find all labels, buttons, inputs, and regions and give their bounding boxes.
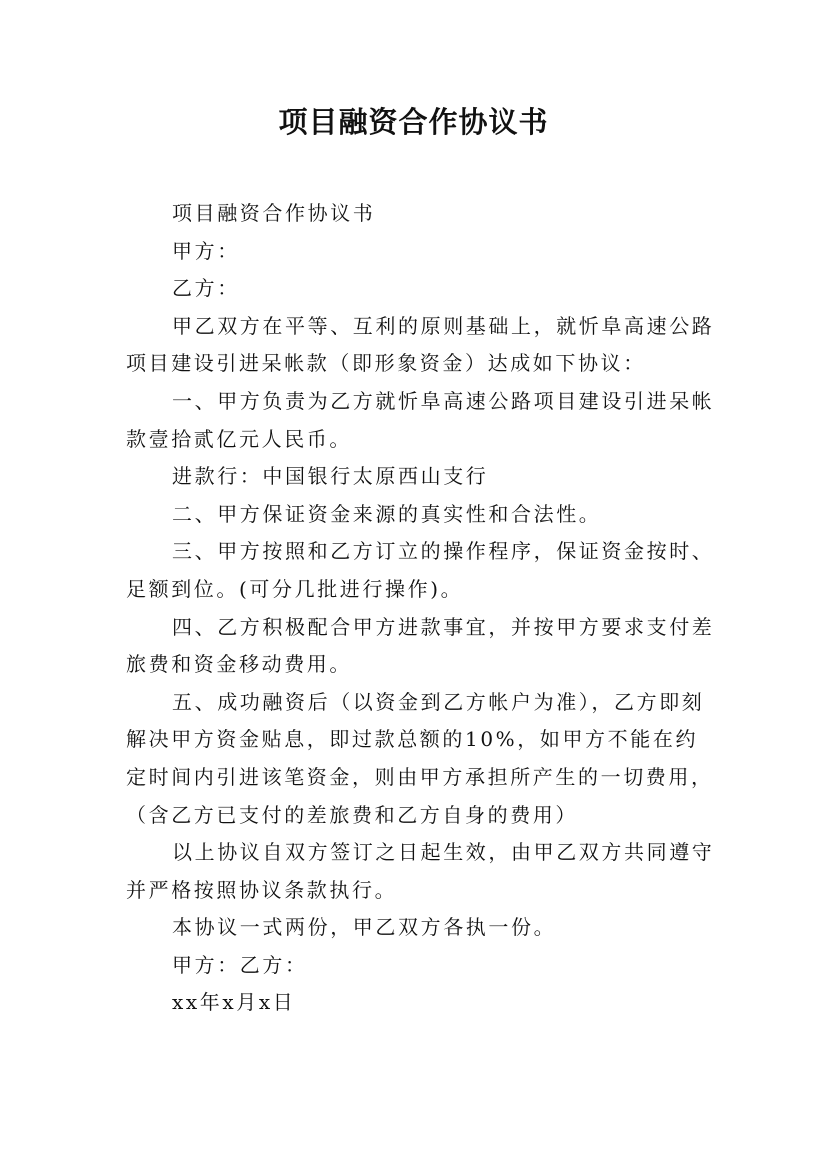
paragraph-clause-2: 二、甲方保证资金来源的真实性和合法性。 [172,501,602,526]
document-title: 项目融资合作协议书 [278,105,549,139]
paragraph-copies: 本协议一式两份，甲乙双方各执一份。 [172,915,557,940]
paragraph-clause-1: 一、甲方负责为乙方就忻阜高速公路项目建设引进呆帐款壹拾贰亿元人民币。 [126,388,715,451]
paragraph-party-b: 乙方： [172,276,240,301]
paragraph-date: xx年x月x日 [172,990,296,1015]
paragraph-clause-4: 四、乙方积极配合甲方进款事宜，并按甲方要求支付差旅费和资金移动费用。 [126,614,715,677]
paragraph-clause-3: 三、甲方按照和乙方订立的操作程序，保证资金按时、足额到位。(可分几批进行操作)。 [126,539,715,601]
paragraph-clause-5: 五、成功融资后（以资金到乙方帐户为准），乙方即刻解决甲方资金贴息，即过款总额的10%，如甲方不能在约定时间内引进该笔资金，则由甲方承担所产生的一切费用，（含乙方已支付的差旅费和乙方自身的费用） [126,689,714,827]
paragraph-party-a: 甲方： [172,238,240,263]
document-body [126,195,716,1022]
paragraph-receiving-bank: 进款行：中国银行太原西山支行 [172,464,489,489]
paragraph-effectiveness: 以上协议自双方签订之日起生效，由甲乙双方共同遵守并严格按照协议条款执行。 [126,840,715,902]
paragraph-heading: 项目融资合作协议书 [172,201,376,225]
paragraph-signatures: 甲方：乙方： [172,952,308,977]
paragraph-preamble: 甲乙双方在平等、互利的原则基础上，就忻阜高速公路项目建设引进呆帐款（即形象资金）达成如下协议： [126,313,715,376]
